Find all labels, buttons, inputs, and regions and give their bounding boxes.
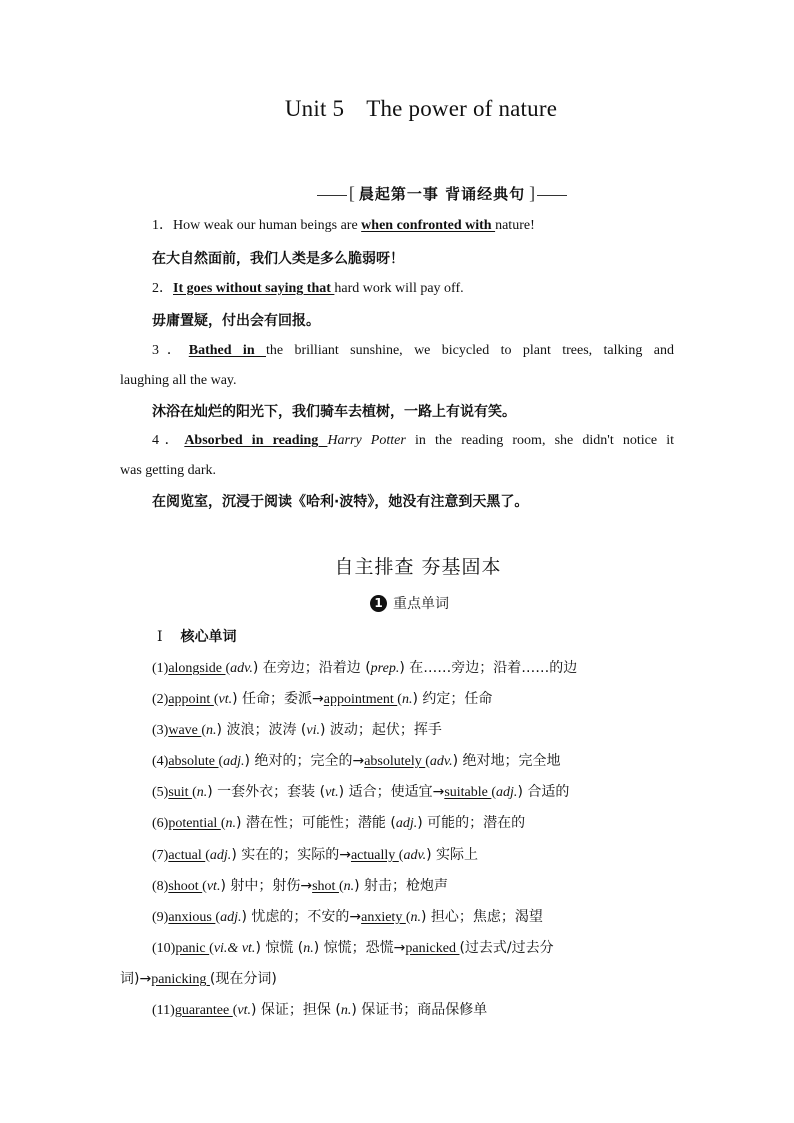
heading-rule-left — [317, 195, 347, 196]
vocab-item-10-line2: 词)→panicking (现在分词) — [120, 971, 277, 987]
sentence-1-translation: 在大自然面前，我们人类是多么脆弱呀！ — [152, 251, 404, 267]
sentence-2: 2．It goes without saying that hard work will pay off. — [152, 281, 464, 296]
sentence-3-line2: laughing all the way. — [120, 373, 237, 388]
sentence-2-translation: 毋庸置疑，付出会有回报。 — [152, 313, 320, 329]
heading-rule-right — [537, 195, 567, 196]
unit-label: Unit 5 — [284, 96, 345, 121]
section-heading-review: 自主排查 夯基固本 — [334, 556, 502, 578]
sentence-4-line1: 4．Absorbed in reading Harry Potter in the reading room, she didn't notice it — [152, 433, 675, 448]
sentence-4-line2: was getting dark. — [120, 463, 217, 478]
subsection-title: 重点单词 — [393, 596, 449, 612]
page-title — [0, 96, 794, 122]
sentence-3-translation: 沐浴在灿烂的阳光下，我们骑车去植树，一路上有说有笑。 — [152, 404, 516, 420]
sentence-3-line1: 3．Bathed in the brilliant sunshine, we bicycled to plant trees, talking and — [152, 343, 674, 358]
key-phrase: Bathed in — [188, 343, 266, 358]
vocab-item-9: (9)anxious (adj.) 忧虑的；不安的→anxiety (n.) 担心；焦虑；渴望 — [152, 909, 543, 925]
sentence-1: 1．How weak our human beings are when confronted with nature! — [152, 218, 535, 233]
sentence-4-translation: 在阅览室，沉浸于阅读《哈利·波特》，她没有注意到天黑了。 — [152, 494, 529, 510]
key-phrase: Absorbed in reading — [184, 433, 328, 448]
vocab-item-3: (3)wave (n.) 波浪；波涛 (vi.) 波动；起伏；挥手 — [152, 722, 442, 738]
section-heading-label: 晨起第一事 背诵经典句 — [358, 185, 526, 203]
unit-name: The power of nature — [366, 96, 558, 121]
vocab-item-10: (10)panic (vi.& vt.) 惊慌 (n.) 惊慌；恐慌→panicked (过去式/过去分 — [152, 940, 554, 956]
section-heading-morning: [ 晨起第一事 背诵经典句 ] — [0, 183, 794, 204]
part-heading: Ⅰ 核心单词 — [157, 629, 237, 645]
vocab-item-8: (8)shoot (vt.) 射中；射伤→shot (n.) 射击；枪炮声 — [152, 878, 449, 894]
vocab-item-4: (4)absolute (adj.) 绝对的；完全的→absolutely (adv.) 绝对地；完全地 — [152, 753, 561, 769]
vocab-item-1: (1)alongside (adv.) 在旁边；沿着边 (prep.) 在……旁边；沿着……的边 — [152, 660, 578, 676]
vocab-item-7: (7)actual (adj.) 实在的；实际的→actually (adv.) 实际上 — [152, 847, 479, 863]
vocab-item-11: (11)guarantee (vt.) 保证；担保 (n.) 保证书；商品保修单 — [152, 1002, 488, 1018]
number-badge: 1 — [370, 595, 387, 612]
key-phrase: when confronted with — [361, 218, 496, 233]
vocab-item-2: (2)appoint (vt.) 任命；委派→appointment (n.) 约定；任命 — [152, 691, 493, 707]
vocab-item-5: (5)suit (n.) 一套外衣；套装 (vt.) 适合；使适宜→suitable (adj.) 合适的 — [152, 784, 570, 800]
vocab-item-6: (6)potential (n.) 潜在性；可能性；潜能 (adj.) 可能的；潜在的 — [152, 815, 526, 831]
subsection-heading — [370, 593, 449, 613]
key-phrase: It goes without saying that — [173, 281, 335, 296]
